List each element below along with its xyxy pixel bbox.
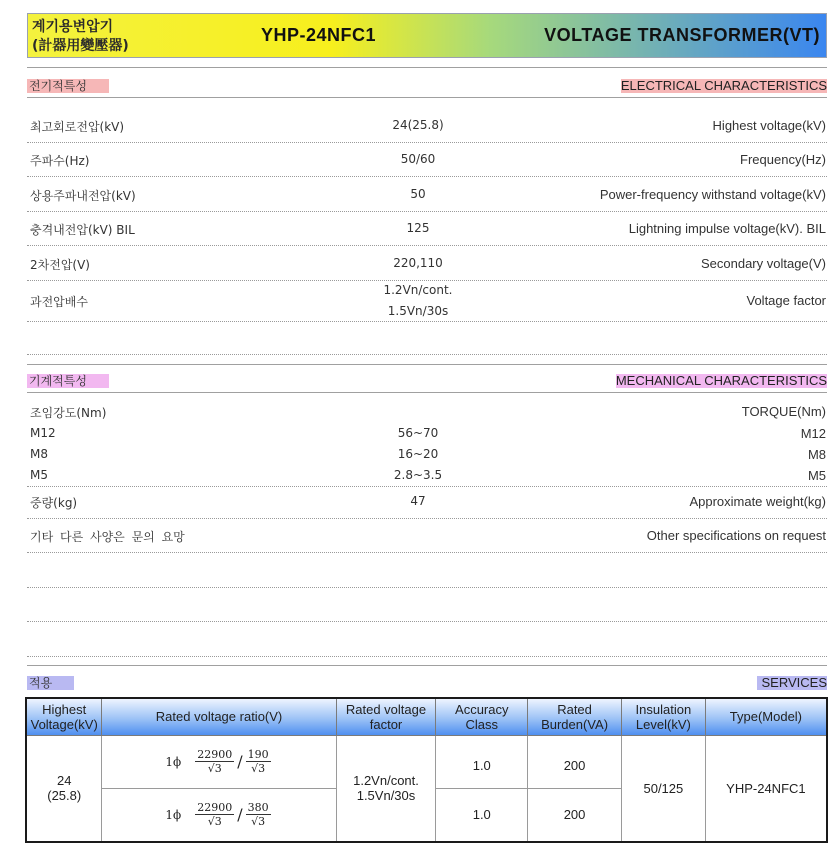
torque-m5-value: 2.8~3.5 — [393, 468, 443, 482]
highest-voltage-label-kr: 최고회로전압(kV) — [30, 120, 125, 134]
table-header-row — [26, 698, 827, 735]
root-three: √3 — [207, 761, 222, 775]
table-row — [26, 735, 827, 788]
header-text: Type(Model) — [729, 709, 803, 725]
primary-voltage: 22900 — [197, 747, 233, 761]
cell-type: YHP-24NFC1 — [705, 735, 827, 842]
torque-m5-kr: M5 — [30, 468, 48, 482]
divider — [27, 97, 827, 98]
cell-accuracy-2: 1.0 — [436, 788, 528, 842]
voltage-factor-value-1: 1.2Vn/cont. — [383, 283, 453, 297]
row-divider — [27, 211, 827, 212]
header-ratio — [102, 698, 336, 735]
header-insulation — [621, 698, 705, 735]
torque-m8-en: M8 — [807, 447, 826, 462]
row-divider — [27, 587, 827, 588]
cell-accuracy-1: 1.0 — [436, 735, 528, 788]
title-hanja: (計器用變壓器) — [32, 38, 129, 54]
header-text: Rated voltage — [345, 701, 427, 717]
row-divider — [27, 176, 827, 177]
torque-m8-value: 16~20 — [397, 447, 439, 461]
ratio-formula — [165, 748, 272, 776]
weight-value: 47 — [410, 494, 426, 508]
divider — [27, 67, 827, 68]
torque-m12-kr: M12 — [30, 426, 56, 440]
torque-label-kr: 조임강도(Nm) — [30, 406, 107, 420]
electrical-title-kr: 전기적특성 — [27, 79, 109, 93]
header-type — [705, 698, 827, 735]
primary-voltage: 22900 — [197, 800, 233, 814]
secondary-voltage: 380 — [247, 800, 269, 814]
title-korean: 계기용변압기 — [32, 19, 114, 35]
divider — [27, 392, 827, 393]
row-divider — [27, 354, 827, 355]
frequency-label-en: Frequency(Hz) — [740, 152, 826, 167]
header-accuracy — [436, 698, 528, 735]
title-english: VOLTAGE TRANSFORMER(VT) — [544, 25, 820, 45]
cell-ratio-1 — [102, 735, 336, 788]
ratio-formula — [165, 801, 272, 829]
voltage-factor-value-2: 1.5Vn/30s — [387, 304, 449, 318]
header-burden — [528, 698, 622, 735]
weight-label-kr: 중량(kg) — [30, 496, 78, 510]
fraction — [246, 748, 271, 776]
cell-factor — [336, 735, 436, 842]
secondary-voltage: 190 — [247, 747, 269, 761]
cell-burden-1: 200 — [528, 735, 622, 788]
secondary-voltage-label-kr: 2차전압(V) — [30, 258, 90, 272]
impulse-voltage-label-kr: 충격내전압(kV) BIL — [30, 223, 135, 237]
fraction — [195, 748, 234, 776]
services-table — [25, 697, 828, 843]
root-three: √3 — [251, 761, 266, 775]
phase-symbol: 1ϕ — [165, 754, 182, 769]
secondary-voltage-label-en: Secondary voltage(V) — [700, 256, 826, 271]
impulse-voltage-value: 125 — [406, 221, 430, 235]
model-number: YHP-24NFC1 — [261, 25, 377, 45]
header-text: Insulation — [635, 701, 692, 717]
header-text: Highest — [42, 701, 87, 717]
row-divider — [27, 321, 827, 322]
torque-m8-kr: M8 — [30, 447, 48, 461]
cell-text: 24 — [56, 773, 72, 789]
fraction — [195, 801, 234, 829]
row-divider — [27, 280, 827, 281]
fraction — [246, 801, 271, 829]
cell-text: 1.5Vn/30s — [356, 788, 416, 804]
row-divider — [27, 142, 827, 143]
header-text: Accuracy — [455, 701, 509, 717]
mechanical-title-kr: 기계적특성 — [27, 374, 109, 388]
torque-m12-value: 56~70 — [397, 426, 439, 440]
slash: / — [237, 805, 243, 825]
cell-text: 1.2Vn/cont. — [353, 773, 419, 789]
electrical-title-en: ELECTRICAL CHARACTERISTICS — [620, 78, 827, 93]
frequency-label-kr: 주파수(Hz) — [30, 154, 90, 168]
header-text: Burden(VA) — [541, 716, 609, 732]
header-banner — [27, 13, 827, 58]
weight-label-en: Approximate weight(kg) — [689, 494, 826, 509]
other-specs-en: Other specifications on request — [646, 528, 826, 543]
row-divider — [27, 486, 827, 487]
cell-text: (25.8) — [47, 788, 82, 804]
row-divider — [27, 245, 827, 246]
mechanical-title-en: MECHANICAL CHARACTERISTICS — [615, 373, 827, 388]
cell-insulation: 50/125 — [621, 735, 705, 842]
row-divider — [27, 552, 827, 553]
torque-m12-en: M12 — [800, 426, 826, 441]
slash: / — [237, 752, 243, 771]
frequency-value: 50/60 — [400, 152, 436, 166]
other-specs-kr: 기타 다른 사양은 문의 요망 — [30, 530, 185, 544]
secondary-voltage-value: 220,110 — [393, 256, 443, 270]
cell-burden-2: 200 — [528, 788, 622, 842]
divider — [27, 364, 827, 365]
voltage-factor-label-kr: 과전압배수 — [30, 295, 88, 309]
header-text: Rated — [557, 701, 592, 717]
header-factor — [336, 698, 436, 735]
header-text: Level(kV) — [635, 716, 691, 732]
cell-highest-voltage — [26, 735, 102, 842]
torque-m5-en: M5 — [807, 468, 826, 483]
row-divider — [27, 656, 827, 657]
header-text: factor — [369, 716, 403, 732]
root-three: √3 — [251, 814, 266, 828]
highest-voltage-value: 24(25.8) — [392, 118, 444, 132]
divider — [27, 665, 827, 666]
services-title-kr: 적용 — [27, 676, 74, 690]
torque-label-en: TORQUE(Nm) — [741, 404, 826, 419]
withstand-voltage-label-kr: 상용주파내전압(kV) — [30, 189, 136, 203]
highest-voltage-label-en: Highest voltage(kV) — [712, 118, 826, 133]
row-divider — [27, 518, 827, 519]
impulse-voltage-label-en: Lightning impulse voltage(kV). BIL — [628, 221, 826, 236]
withstand-voltage-label-en: Power-frequency withstand voltage(kV) — [599, 187, 826, 202]
cell-ratio-2 — [102, 788, 336, 842]
header-text: Voltage(kV) — [30, 716, 98, 732]
header-highest-voltage — [26, 698, 102, 735]
root-three: √3 — [207, 814, 222, 828]
row-divider — [27, 621, 827, 622]
header-text: Class — [465, 716, 499, 732]
withstand-voltage-value: 50 — [410, 187, 426, 201]
services-title-en: SERVICES — [757, 676, 827, 690]
header-text: Rated voltage ratio(V) — [155, 709, 283, 725]
phase-symbol: 1ϕ — [165, 807, 182, 822]
voltage-factor-label-en: Voltage factor — [746, 293, 826, 308]
